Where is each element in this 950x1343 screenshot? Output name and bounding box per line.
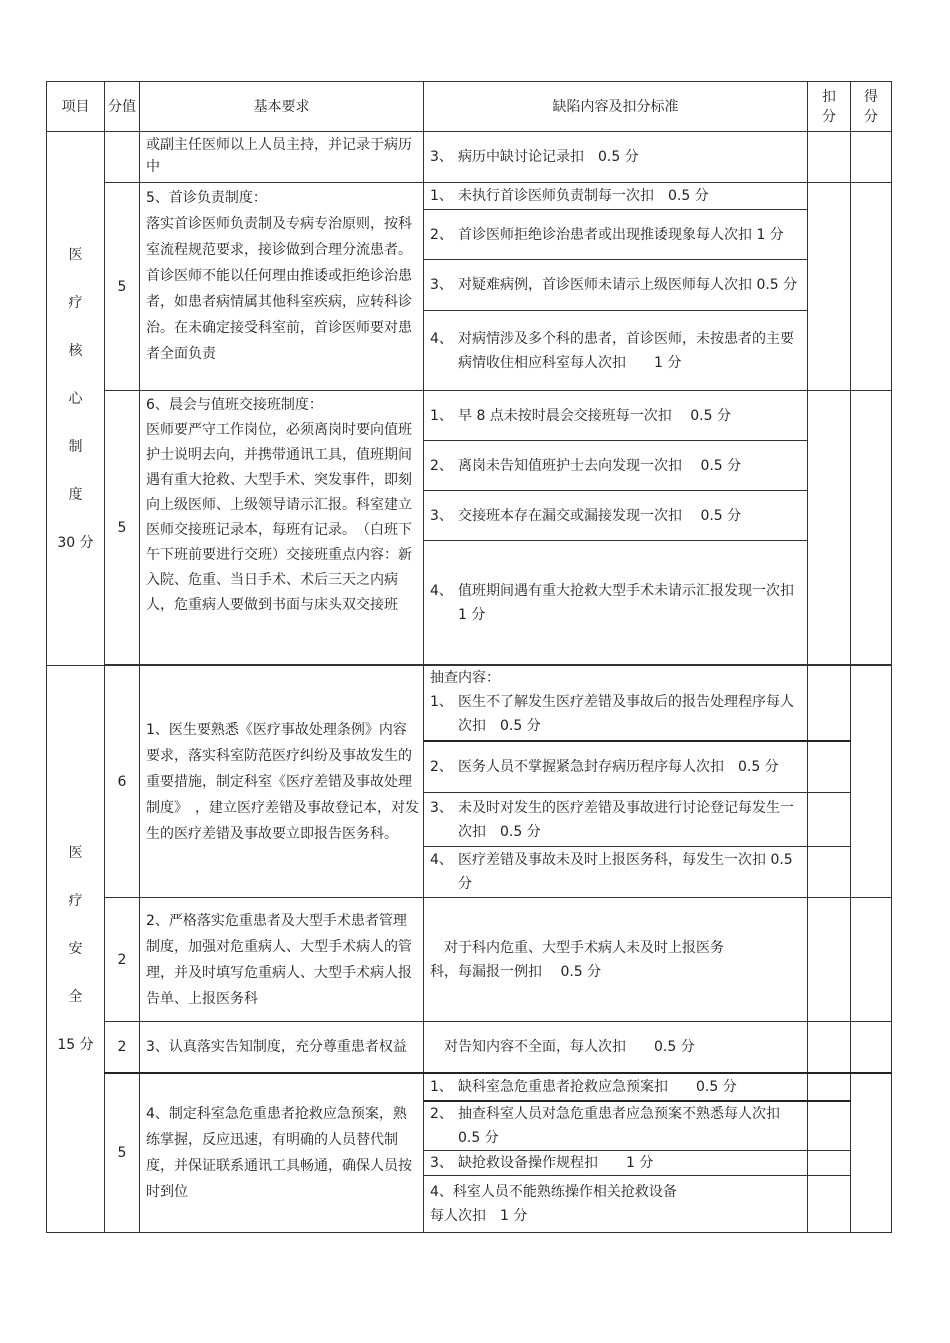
defect-cell <box>424 541 808 665</box>
defect-text: 首诊医师拒绝诊治患者或出现推诿现象每人次扣 1 分 <box>458 226 784 243</box>
table-row <box>47 898 892 1022</box>
defect-num: 1、 <box>430 694 453 710</box>
defect-cell <box>424 666 808 741</box>
defect-text: 医务人员不掌握紧急封存病历程序每人次扣 0.5 分 <box>458 758 779 775</box>
defect-text: 医生不了解发生医疗差错及事故后的报告处理程序每人次扣 0.5 分 <box>458 694 794 734</box>
table-row <box>47 1073 892 1101</box>
defect-num: 4、 <box>430 582 453 599</box>
defect-text: 缺科室急危重患者抢救应急预案扣 0.5 分 <box>458 1078 737 1095</box>
project-cell-safety <box>47 666 105 1233</box>
defect-num: 3、 <box>430 277 453 293</box>
project-char: 度 <box>68 486 83 503</box>
table-row <box>47 391 892 441</box>
defect-text: 早 8 点未按时晨会交接班每一次扣 0.5 分 <box>458 407 731 424</box>
table-row <box>47 183 892 210</box>
deduct-input-cell[interactable] <box>808 898 851 1022</box>
defect-cell <box>424 1151 808 1176</box>
score-cell: 5 <box>105 1073 140 1233</box>
defect-num: 1、 <box>430 1078 453 1095</box>
defect-num: 3、 <box>430 1155 453 1171</box>
defect-text: 病历中缺讨论记录扣 0.5 分 <box>458 149 639 165</box>
project-char: 医 <box>68 246 83 263</box>
header-deduct: 扣分 <box>808 82 851 132</box>
requirement-cell: 6、晨会与值班交接班制度： 医师要严守工作岗位，必须离岗时要向值班护士说明去向，并携带通讯工具，值班期间遇有重大抢救、大型手术、突发事件，即刻向上级医师、上级领导请示汇报。科室建立医师交接班记录本，每班有记录。 （白班下午下班前要进行交班）交接班重点内容：新入院、危重、当日手术、术后三天之内病人，危重病人要做到书面与床头双交接班 <box>140 391 424 665</box>
defect-cell <box>424 311 808 391</box>
table-row <box>47 666 892 741</box>
defect-num: 1、 <box>430 188 453 204</box>
defect-cell <box>424 183 808 210</box>
project-score: 30 分 <box>57 534 94 551</box>
defect-text: 医疗差错及事故未及时上报医务科，每发生一次扣 0.5 分 <box>458 852 793 892</box>
defect-num: 1、 <box>430 407 453 424</box>
defect-text: 未执行首诊医师负责制每一次扣 0.5 分 <box>458 188 709 204</box>
defect-text: 离岗未告知值班护士去向发现一次扣 0.5 分 <box>458 457 742 474</box>
score-cell: 6 <box>105 666 140 898</box>
defect-cell <box>424 441 808 491</box>
header-defects: 缺陷内容及扣分标准 <box>424 82 808 132</box>
project-score: 15 分 <box>57 1037 94 1053</box>
defect-text: 缺抢救设备操作规程扣 1 分 <box>458 1155 654 1171</box>
header-got: 得分 <box>851 82 892 132</box>
got-input-cell[interactable] <box>851 183 892 391</box>
defect-cell <box>424 1176 808 1233</box>
defect-num: 3、 <box>430 149 453 165</box>
defect-num: 2、 <box>430 457 453 474</box>
project-char: 疗 <box>68 294 83 311</box>
deduct-input-cell[interactable] <box>808 1022 851 1073</box>
deduct-input-cell[interactable] <box>808 132 851 183</box>
defect-text: 交接班本存在漏交或漏接发现一次扣 0.5 分 <box>458 507 742 524</box>
defect-num: 3、 <box>430 799 453 816</box>
defect-num: 2、 <box>430 1105 453 1122</box>
got-input-cell[interactable] <box>851 1022 892 1073</box>
defect-cell <box>424 847 808 898</box>
requirement-cell: 1、医生要熟悉《医疗事故处理条例》内容要求，落实科室防范医疗纠纷及事故发生的重要措施，制定科室《医疗差错及事故处理制度》 ，建立医疗差错及事故登记本，对发生的医疗差错及事故要立即报告医务科。 <box>140 666 424 898</box>
deduct-input-cell[interactable] <box>808 793 851 847</box>
requirement-cell: 2、严格落实危重患者及大型手术患者管理制度，加强对危重病人、大型手术病人的管理，并及时填写危重病人、大型手术病人报告单、上报医务科 <box>140 898 424 1022</box>
got-input-cell[interactable] <box>851 391 892 665</box>
defect-num: 4、 <box>430 330 453 347</box>
defect-num: 3、 <box>430 507 453 524</box>
defect-text: 抽查科室人员对急危重患者应急预案不熟悉每人次扣 0.5 分 <box>458 1105 780 1146</box>
deduct-input-cell[interactable] <box>808 1151 851 1176</box>
score-cell <box>105 132 140 183</box>
defect-cell <box>424 260 808 311</box>
deduct-input-cell[interactable] <box>808 666 851 741</box>
score-cell: 5 <box>105 391 140 665</box>
defect-text: 4、科室人员不能熟练操作相关抢救设备每人次扣 1 分 <box>430 1184 677 1224</box>
table-row <box>47 132 892 183</box>
defect-text: 对病情涉及多个科的患者，首诊医师，未按患者的主要病情收住相应科室每人次扣 1 分 <box>458 330 794 371</box>
defect-text: 对疑难病例，首诊医师未请示上级医师每人次扣 0.5 分 <box>458 277 798 293</box>
project-char: 制 <box>68 438 83 455</box>
defect-cell <box>424 1101 808 1151</box>
defect-cell <box>424 741 808 793</box>
project-char: 疗 <box>68 893 83 909</box>
table-row <box>47 1022 892 1073</box>
requirement-cell: 或副主任医师以上人员主持，并记录于病历中 <box>140 132 424 183</box>
got-input-cell[interactable] <box>851 1073 892 1233</box>
defect-cell <box>424 491 808 541</box>
table-header-row <box>47 82 892 132</box>
header-score: 分值 <box>105 82 140 132</box>
got-input-cell[interactable] <box>851 666 892 898</box>
deduct-input-cell[interactable] <box>808 1101 851 1151</box>
defect-num: 2、 <box>430 758 453 775</box>
defect-cell <box>424 793 808 847</box>
deduct-input-cell[interactable] <box>808 847 851 898</box>
project-char: 安 <box>68 941 83 957</box>
defect-cell <box>424 391 808 441</box>
deduct-input-cell[interactable] <box>808 391 851 665</box>
project-cell-core-system <box>47 132 105 666</box>
deduct-input-cell[interactable] <box>808 1073 851 1101</box>
project-char: 全 <box>68 989 83 1005</box>
requirement-cell: 5、首诊负责制度： 落实首诊医师负责制及专病专治原则，按科室流程规范要求，接诊做到合理分流患者。首诊医师不能以任何理由推诿或拒绝诊治患者，如患者病情属其他科室疾病，应转科诊治。在未确定接受科室前，首诊医师要对患者全面负责 <box>140 183 424 391</box>
defect-intro: 抽查内容： <box>430 670 500 686</box>
project-char: 心 <box>68 390 83 407</box>
defect-num: 4、 <box>430 852 453 868</box>
defect-cell: 对于科内危重、大型手术病人未及时上报医务科，每漏报一例扣 0.5 分 <box>424 898 808 1022</box>
defect-num: 2、 <box>430 226 453 243</box>
requirement-cell: 3、认真落实告知制度，充分尊重患者权益 <box>140 1022 424 1073</box>
score-cell: 5 <box>105 183 140 391</box>
defect-cell <box>424 210 808 260</box>
defect-text: 未及时对发生的医疗差错及事故进行讨论登记每发生一次扣 0.5 分 <box>458 799 794 840</box>
got-input-cell[interactable] <box>851 132 892 183</box>
defect-cell: 对告知内容不全面，每人次扣 0.5 分 <box>424 1022 808 1073</box>
deduct-input-cell[interactable] <box>808 183 851 391</box>
defect-text: 值班期间遇有重大抢救大型手术未请示汇报发现一次扣 1 分 <box>458 582 808 623</box>
defect-cell <box>424 1073 808 1101</box>
header-project: 项目 <box>47 82 105 132</box>
deduct-input-cell[interactable] <box>808 741 851 793</box>
score-cell: 2 <box>105 898 140 1022</box>
got-input-cell[interactable] <box>851 898 892 1022</box>
deduct-input-cell[interactable] <box>808 1176 851 1233</box>
requirement-cell: 4、制定科室急危重患者抢救应急预案，熟练掌握，反应迅速，有明确的人员替代制度，并保证联系通讯工具畅通，确保人员按时到位 <box>140 1073 424 1233</box>
defect-cell <box>424 132 808 183</box>
project-char: 医 <box>68 845 83 861</box>
header-requirement: 基本要求 <box>140 82 424 132</box>
assessment-table <box>46 81 892 1233</box>
project-char: 核 <box>68 342 83 359</box>
score-cell: 2 <box>105 1022 140 1073</box>
